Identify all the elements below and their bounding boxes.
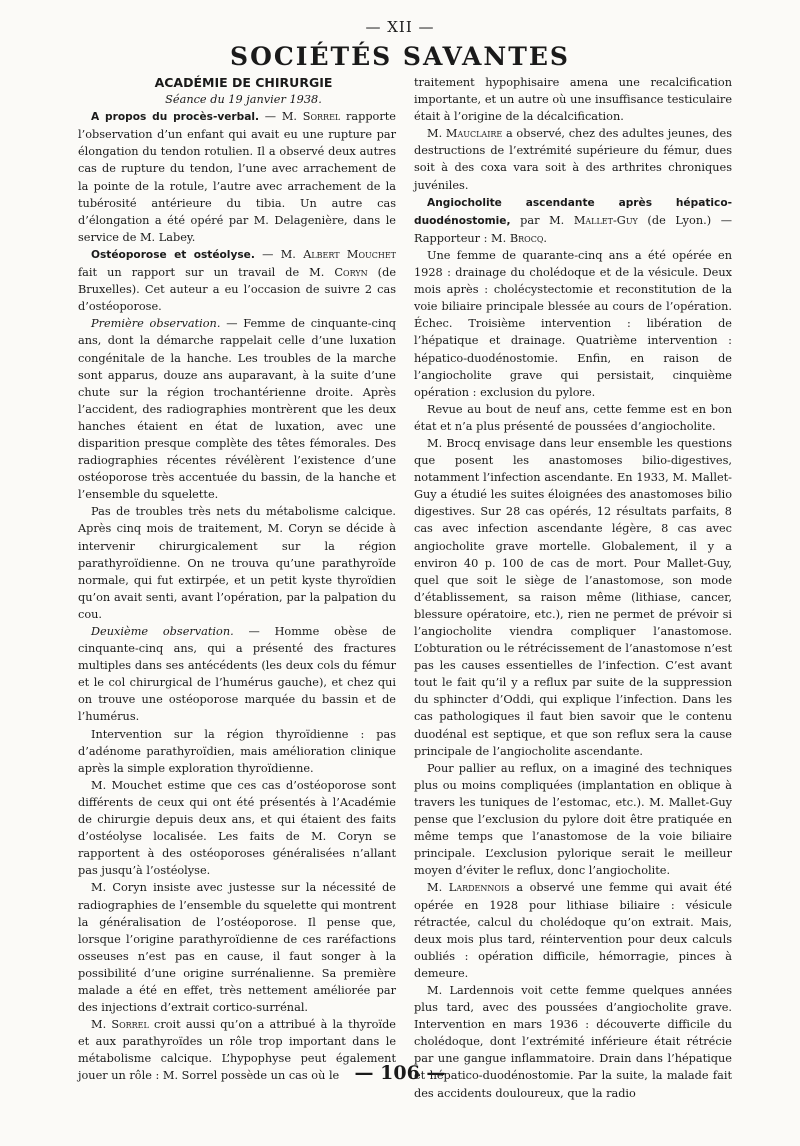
paragraph: Pour pallier au reflux, on a imaginé des techniques plus ou moins compliquées (implantation en oblique à travers les tuniques de l’estomac, etc.). M. Mallet-Guy pense que l’exclusion du pylore doit être pratiquée en même temps que l’anastomose de la voie biliaire principale. L’exclusion pylorique serait le meilleur moyen d’éviter le reflux, donc l’angiocholite.	[414, 761, 732, 878]
paragraph: Intervention sur la région thyroïdienne : pas d’adénome parathyroïdien, mais amélioration clinique après la simple exploration thyroïdienne.	[78, 727, 396, 775]
academy-heading: ACADÉMIE DE CHIRURGIE	[154, 75, 333, 90]
section-title: SOCIÉTÉS SAVANTES	[230, 42, 570, 71]
paragraph: M. Lardennois voit cette femme quelques années plus tard, avec des poussées d’angiocholite grave. Intervention en mars 1936 : découverte difficile du cholédoque, dont l’extrémité inférieure était rétrécie par une gangue inflammatoire. Drain dans l’hépatique et hépatico-duodénostomie. Par la suite, la malade fait des accidents douloureux, que la radio	[414, 983, 732, 1100]
author-name: Sorrel	[302, 110, 341, 124]
paragraph-mauclaire: M. Mauclaire a observé, chez des adultes jeunes, des destructions de l’extrémité supérieure du fémur, dues soit à des coxa vara soit à des arthrites chroniques juvéniles.	[414, 127, 732, 192]
paragraph-osteoporose: Ostéoporose et ostéolyse. — M. Albert Mouchet fait un rapport sur un travail de M. Coryn (de Bruxelles). Cet auteur a eu l’occasion de suivre 2 cas d’ostéoporose.	[78, 247, 397, 314]
paragraph-continued: traitement hypophisaire amena une recalcification importante, et un autre où une insuffisance testiculaire était à l’origine de la décalcification.	[414, 76, 732, 124]
author-name: Lardennois	[448, 881, 510, 895]
paragraph: M. Mouchet estime que ces cas d’ostéoporose sont différents de ceux qui ont été présentés à l’Académie de chirurgie depuis deux ans, et qui étaient des faits d’ostéolyse localisée. Les faits de M. Coryn se rapportent à des ostéoporoses généralisées n’allant pas jusqu’à l’ostéolyse.	[78, 778, 396, 878]
observation-heading: Deuxième observation.	[91, 625, 234, 638]
page-number: — 106 —	[354, 1062, 446, 1084]
author-name: Albert Mouchet	[303, 247, 397, 261]
paragraph-heading: Ostéoporose et ostéolyse.	[91, 248, 255, 261]
left-column	[78, 74, 396, 1085]
paragraph-heading: A propos du procès-verbal.	[91, 111, 260, 124]
paragraph: Pas de troubles très nets du métabolisme calcique. Après cinq mois de traitement, M. Coryn se décide à intervenir chirurgicalement sur la région parathyroïdienne. On ne trouva qu’une parathyroïde normale, qui fut extirpée, et un petit kyste thyroïdien qu’on avait senti, avant l’opération, par la palpation du cou.	[78, 505, 396, 621]
author-name: Brocq	[509, 231, 544, 245]
paragraph-heading: Angiocholite ascendante après hépatico-duodénostomie,	[414, 196, 732, 227]
paragraph: Une femme de quarante-cinq ans a été opérée en 1928 : drainage du cholédoque et de la vésicule. Deux mois après : cholécystectomie et reconstitution de la voie biliaire principale blessée au cours de l’opération. Échec. Troisième intervention : libération de l’hépatique et drainage. Quatrième intervention : hépatico-duodénostomie. Enfin, en raison de l’angiocholite grave qui persistait, cinquième opération : exclusion du pylore.	[414, 248, 732, 399]
paragraph: M. Coryn insiste avec justesse sur la nécessité de radiographies de l’ensemble du squelette qui montrent la généralisation de l’ostéoporose. Il pense que, lorsque l’origine parathyroïdienne de ces raréfactions osseuses n’est pas en cause, il faut songer à la possibilité d’une origine surrénalienne. Sa première malade a été en effet, très nettement améliorée par des injections d’extrait cortico-surrénal.	[78, 881, 396, 1015]
session-date: Séance du 19 janvier 1938.	[165, 93, 322, 107]
author-name: Mallet-Guy	[573, 213, 638, 227]
paragraph-first-observation: Première observation. — Femme de cinquante-cinq ans, dont la démarche rappelait celle d’une luxation congénitale de la hanche. Les troubles de la marche sont apparus, douze ans auparavant, à la suite d’une chute sur la région trochantérienne droite. Après l’accident, des radiographies montrèrent que les deux hanches étaient en état de luxation, avec une disparition presque complète des têtes fémorales. Des radiographies récentes révélèrent l’existence d’une ostéoporose très accentuée du bassin, de la hanche et l’ensemble du squelette.	[78, 317, 396, 502]
author-name: Sorrel	[111, 1018, 149, 1032]
author-name: Coryn	[334, 266, 368, 280]
paragraph: Revue au bout de neuf ans, cette femme est en bon état et n’a plus présenté de poussées d’angiocholite.	[414, 402, 732, 433]
right-column	[414, 74, 732, 1102]
paragraph-lardennois: M. Lardennois a observé une femme qui avait été opérée en 1928 pour lithiase biliaire : vésicule rétractée, calcul du cholédoque qu’on extrait. Mais, deux mois plus tard, réintervention pour deux calculs oubliés : opération difficile, hémorragie, pinces à demeure.	[414, 881, 732, 980]
observation-heading: Première observation.	[91, 317, 221, 331]
paragraph: M. Brocq envisage dans leur ensemble les questions que posent les anastomoses bilio-digestives, notamment l’infection ascendante. En 1933, M. Mallet-Guy a étudié les suites éloignées des anastomoses bilio digestives. Sur 28 cas opérés, 12 résultats parfaits, 8 cas avec infection ascendante légère, 8 cas avec angiocholite grave mortelle. Globalement, il y a environ 40 p. 100 de cas de mort. Pour Mallet-Guy, quel que soit le siège de l’anastomose, son mode d’établissement, sa raison même (lithiase, cancer, blessure opératoire, etc.), rien ne permet de prévoir si l’angiocholite viendra compliquer l’anastomose. L’obturation ou le rétrécissement de l’anastomose n’est pas les causes essentielles de l’infection. C’est avant tout le fait qu’il y a reflux par suite de la suppression du sphincter d’Oddi, qui explique l’infection. Dans les cas pathologiques il faut bien savoir que le contenu duodénal est septique, et que son reflux sera la cause principale de l’angiocholite ascendante.	[414, 436, 732, 758]
author-name: Mauclaire	[445, 127, 503, 141]
paragraph-proces-verbal: A propos du procès-verbal. — M. Sorrel rapporte l’observation d’un enfant qui avait eu une rupture par élongation du tendon rotulien. Il a observé deux autres cas de rupture du tendon, l’une avec arrachement de la pointe de la rotule, l’autre avec arrachement de la tubérosité antérieure du tibia. Un autre cas d’élongation a été opéré par M. Delagenière, dans le service de M. Labey.	[78, 110, 396, 244]
paragraph-angiocholite: Angiocholite ascendante après hépatico-duodénostomie, par M. Mallet-Guy (de Lyon.) — Rapporteur : M. Brocq.	[414, 196, 732, 245]
paragraph-sorrel: M. Sorrel croit aussi qu’on a attribué à la thyroïde et aux parathyroïdes un rôle trop important dans le métabolisme calcique. L’hypophyse peut également jouer un rôle : M. Sorrel possède un cas où le	[78, 1018, 396, 1083]
roman-page-number: — XII —	[365, 18, 435, 36]
paragraph-second-observation: Deuxième observation. — Homme obèse de cinquante-cinq ans, qui a présenté des fractures multiples dans ses antécédents (les deux cols du fémur et le col chirurgical de l’humérus gauche), et chez qui on trouve une ostéoporose marquée du bassin et de l’humérus.	[78, 625, 396, 724]
